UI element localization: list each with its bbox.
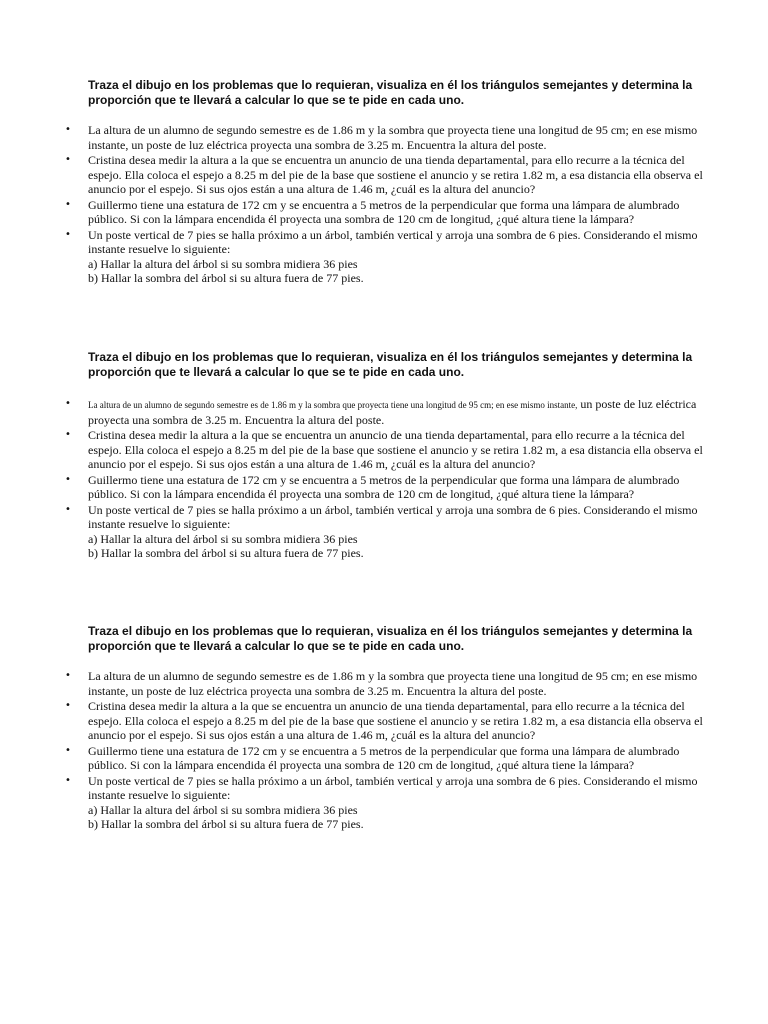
bullet-icon: • (65, 429, 71, 440)
problem-item-4 (65, 773, 708, 832)
instruction-block-3 (65, 624, 708, 832)
bullet-icon: • (65, 198, 71, 210)
subquestion-a: a) Hallar la altura del árbol si su sombra midiera 36 pies (88, 531, 358, 546)
section-heading: Traza el dibujo en los problemas que lo requieran, visualiza en él los triángulos semejantes y determina la proporción que te llevará a calcular lo que se te pide en cada uno. (88, 350, 693, 379)
subquestion-b: b) Hallar la sombra del árbol si su altura fuera de 77 pies. (88, 817, 364, 831)
problem-text: Cristina desea medir la altura a la que se encuentra un anuncio de una tienda departamental, para ello recurre a la técnica del espejo. Ella coloca el espejo a 8.25 m del pie de la base que sostiene el anuncio y se retira 1.82 m, a esa distancia ella observa el anuncio por el espejo. Si sus ojos están a una altura de 1.46 m, ¿cuál es la altura del anuncio? (88, 153, 703, 196)
problem-item-1 (65, 123, 708, 152)
bullet-icon: • (65, 700, 71, 711)
problem-text: Guillermo tiene una estatura de 172 cm y se encuentra a 5 metros de la perpendicular que forma una lámpara de alumbrado público. Si con la lámpara encendida él proyecta una sombra de 120 cm de longitud, ¿qué altura tiene la lámpara? (88, 197, 680, 226)
instruction-block-2 (65, 350, 708, 561)
bullet-icon: • (65, 744, 71, 756)
problem-item-2 (65, 428, 708, 472)
section-heading: Traza el dibujo en los problemas que lo requieran, visualiza en él los triángulos semejantes y determina la proporción que te llevará a calcular lo que se te pide en cada uno. (88, 78, 693, 107)
problem-item-4 (65, 502, 708, 561)
problem-text: La altura de un alumno de segundo semestre es de 1.86 m y la sombra que proyecta tiene una longitud de 95 cm; en ese mismo instante, un poste de luz eléctrica proyecta una sombra de 3.25 m. Encuentra la altura del poste. (88, 669, 698, 698)
problem-text: Cristina desea medir la altura a la que se encuentra un anuncio de una tienda departamental, para ello recurre a la técnica del espejo. Ella coloca el espejo a 8.25 m del pie de la base que sostiene el anuncio y se retira 1.82 m, a esa distancia ella observa el anuncio por el espejo. Si sus ojos están a una altura de 1.46 m, ¿cuál es la altura del anuncio? (88, 428, 703, 471)
problem-text: La altura de un alumno de segundo semestre es de 1.86 m y la sombra que proyecta tiene una longitud de 95 cm; en ese mismo instante, un poste de luz eléctrica proyecta una sombra de 3.25 m. Encuentra la altura del poste. (88, 123, 698, 152)
bullet-icon: • (65, 473, 71, 485)
problem-text: Guillermo tiene una estatura de 172 cm y se encuentra a 5 metros de la perpendicular que forma una lámpara de alumbrado público. Si con la lámpara encendida él proyecta una sombra de 120 cm de longitud, ¿qué altura tiene la lámpara? (88, 743, 680, 772)
problem-item-1 (65, 397, 708, 427)
problem-text: Cristina desea medir la altura a la que se encuentra un anuncio de una tienda departamental, para ello recurre a la técnica del espejo. Ella coloca el espejo a 8.25 m del pie de la base que sostiene el anuncio y se retira 1.82 m, a esa distancia ella observa el anuncio por el espejo. Si sus ojos están a una altura de 1.46 m, ¿cuál es la altura del anuncio? (88, 699, 703, 742)
bullet-icon: • (65, 398, 71, 409)
instruction-block-1 (65, 78, 708, 286)
problem-list (65, 669, 708, 832)
problem-item-3 (65, 743, 708, 773)
problem-text: Un poste vertical de 7 pies se halla próximo a un árbol, también vertical y arroja una sombra de 6 pies. Considerando el mismo instante resuelve lo siguiente: (88, 773, 698, 802)
problem-item-2 (65, 699, 708, 743)
bullet-icon: • (65, 503, 71, 515)
problem-item-3 (65, 472, 708, 502)
problem-item-2 (65, 153, 708, 197)
subquestion-a: a) Hallar la altura del árbol si su sombra midiera 36 pies (88, 256, 358, 271)
problem-text: Guillermo tiene una estatura de 172 cm y se encuentra a 5 metros de la perpendicular que forma una lámpara de alumbrado público. Si con la lámpara encendida él proyecta una sombra de 120 cm de longitud, ¿qué altura tiene la lámpara? (88, 472, 680, 501)
section-heading: Traza el dibujo en los problemas que lo requieran, visualiza en él los triángulos semejantes y determina la proporción que te llevará a calcular lo que se te pide en cada uno. (88, 624, 693, 653)
bullet-icon: • (65, 154, 71, 165)
problem-text-small: La altura de un alumno de segundo semestre es de 1.86 m y la sombra que proyecta tiene una longitud de 95 cm; en ese mismo instante, (88, 400, 578, 410)
bullet-icon: • (65, 670, 71, 681)
problem-item-3 (65, 197, 708, 227)
bullet-icon: • (65, 124, 71, 135)
bullet-icon: • (65, 774, 71, 786)
problem-text: Un poste vertical de 7 pies se halla próximo a un árbol, también vertical y arroja una sombra de 6 pies. Considerando el mismo instante resuelve lo siguiente: (88, 502, 698, 531)
subquestion-b: b) Hallar la sombra del árbol si su altura fuera de 77 pies. (88, 271, 364, 285)
problem-list (65, 397, 708, 561)
problem-item-1 (65, 669, 708, 698)
subquestion-a: a) Hallar la altura del árbol si su sombra midiera 36 pies (88, 802, 358, 817)
problem-list (65, 123, 708, 286)
bullet-icon: • (65, 228, 71, 240)
problem-text: un poste de luz eléctrica proyecta una sombra de 3.25 m. Encuentra la altura del poste. (88, 397, 697, 427)
problem-item-4 (65, 227, 708, 286)
problem-text: Un poste vertical de 7 pies se halla próximo a un árbol, también vertical y arroja una sombra de 6 pies. Considerando el mismo instante resuelve lo siguiente: (88, 227, 698, 256)
subquestion-b: b) Hallar la sombra del árbol si su altura fuera de 77 pies. (88, 546, 364, 560)
